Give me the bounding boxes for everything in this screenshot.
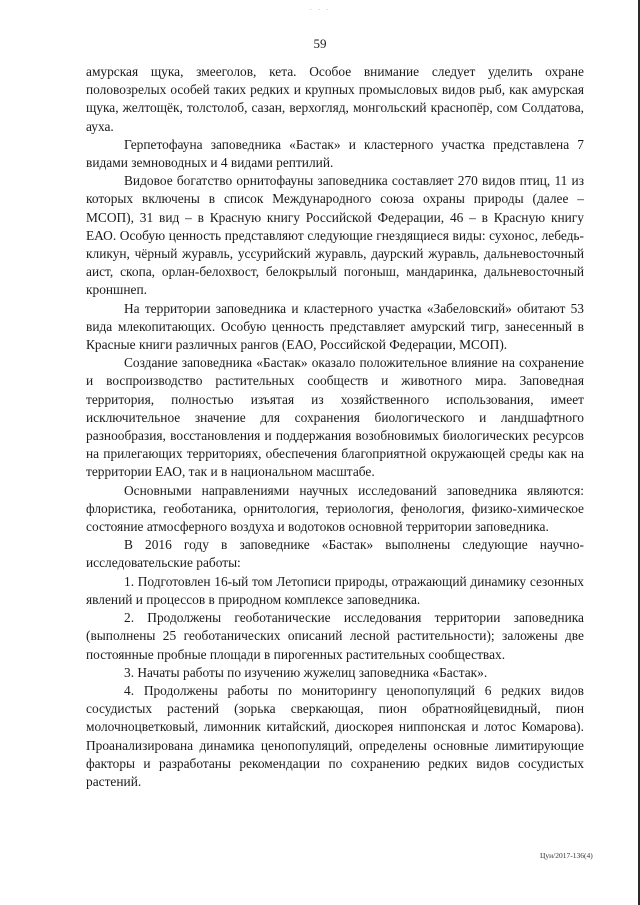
paragraph-research-intro: В 2016 году в заповеднике «Бастак» выполнены следующие научно-исследовательские работы: — [86, 537, 584, 571]
paragraph-reserve-impact: Создание заповедника «Бастак» оказало положительное влияние на сохранение и воспроизводство растительных сообществ и животного мира. Заповедная территория, полностью изъятая из хозяйственного использования, имеет исключительное значение для сохранения биологического и ландшафтного разнообразия, восстановления и поддержания возобновимых биологических ресурсов на прилегающих территориях, обеспечения благоприятной окружающей среды как на территории ЕАО, так и в национальном масштабе. — [86, 355, 584, 480]
list-item-monitoring: 4. Продолжены работы по мониторингу ценопопуляций 6 редких видов сосудистых растений (зорька сверкающая, пион обратнояйцевидный, пион молочноцветковый, лимонник китайский, диоскорея ниппонская и лотос Комарова). Проанализирована динамика ценопопуляций, определены основные лимитирующие факторы и разработаны рекомендации по сохранению редких видов сосудистых растений. — [86, 682, 584, 789]
paragraph-birds: Видовое богатство орнитофауны заповедника составляет 270 видов птиц, 11 из которых включены в список Международного союза охраны природы (далее – МСОП), 31 вид – в Красную книгу Российской Федерации, 46 – в Красную книгу ЕАО. Особую ценность представляют следующие гнездящиеся виды: сухонос, лебедь-кликун, чёрный журавль, уссурийский журавль, даурский журавль, дальневосточный аист, скопа, орлан-белохвост, белокрылый погоныш, мандаринка, дальневосточный кроншнеп. — [86, 173, 584, 298]
paragraph-mammals: На территории заповедника и кластерного участка «Забеловский» обитают 53 вида млекопитающих. Особую ценность представляет амурский тигр, занесенный в Красные книги различных рангов (ЕАО, Российской Федерации, МСОП). — [86, 300, 584, 353]
list-item-chronicle: 1. Подготовлен 16-ый том Летописи природы, отражающий динамику сезонных явлений и процессов в природном комплексе заповедника. — [86, 573, 584, 607]
list-item-geobotany: 2. Продолжены геоботанические исследования территории заповедника (выполнены 25 геоботанических описаний лесной растительности); заложены две постоянные пробные площади в пирогенных растительных сообществах. — [86, 610, 584, 662]
page-number: 59 — [313, 36, 327, 51]
top-mark: · · · — [309, 6, 331, 14]
paragraph-herpetofauna: Герпетофауна заповедника «Бастак» и кластерного участка представлена 7 видами земноводных и 4 видами рептилий. — [86, 136, 584, 171]
document-code: Цуи/2017-136(4) — [540, 851, 593, 860]
list-item-beetles: 3. Начаты работы по изучению жужелиц заповедника «Бастак». — [124, 664, 488, 680]
document-body — [86, 63, 584, 791]
paragraph-research-directions: Основными направлениями научных исследований заповедника являются: флористика, геоботаника, орнитология, териология, фенология, физико-химическое состояние атмосферного воздуха и водотоков основной территории заповедника. — [86, 482, 584, 535]
paragraph-fish: амурская щука, змееголов, кета. Особое внимание следует уделить охране половозрелых особей таких редких и крупных промысловых видов рыб, как амурская щука, желтощёк, толстолоб, сазан, верхогляд, монгольский краснопёр, сом Солдатова, ауха. — [86, 64, 584, 134]
